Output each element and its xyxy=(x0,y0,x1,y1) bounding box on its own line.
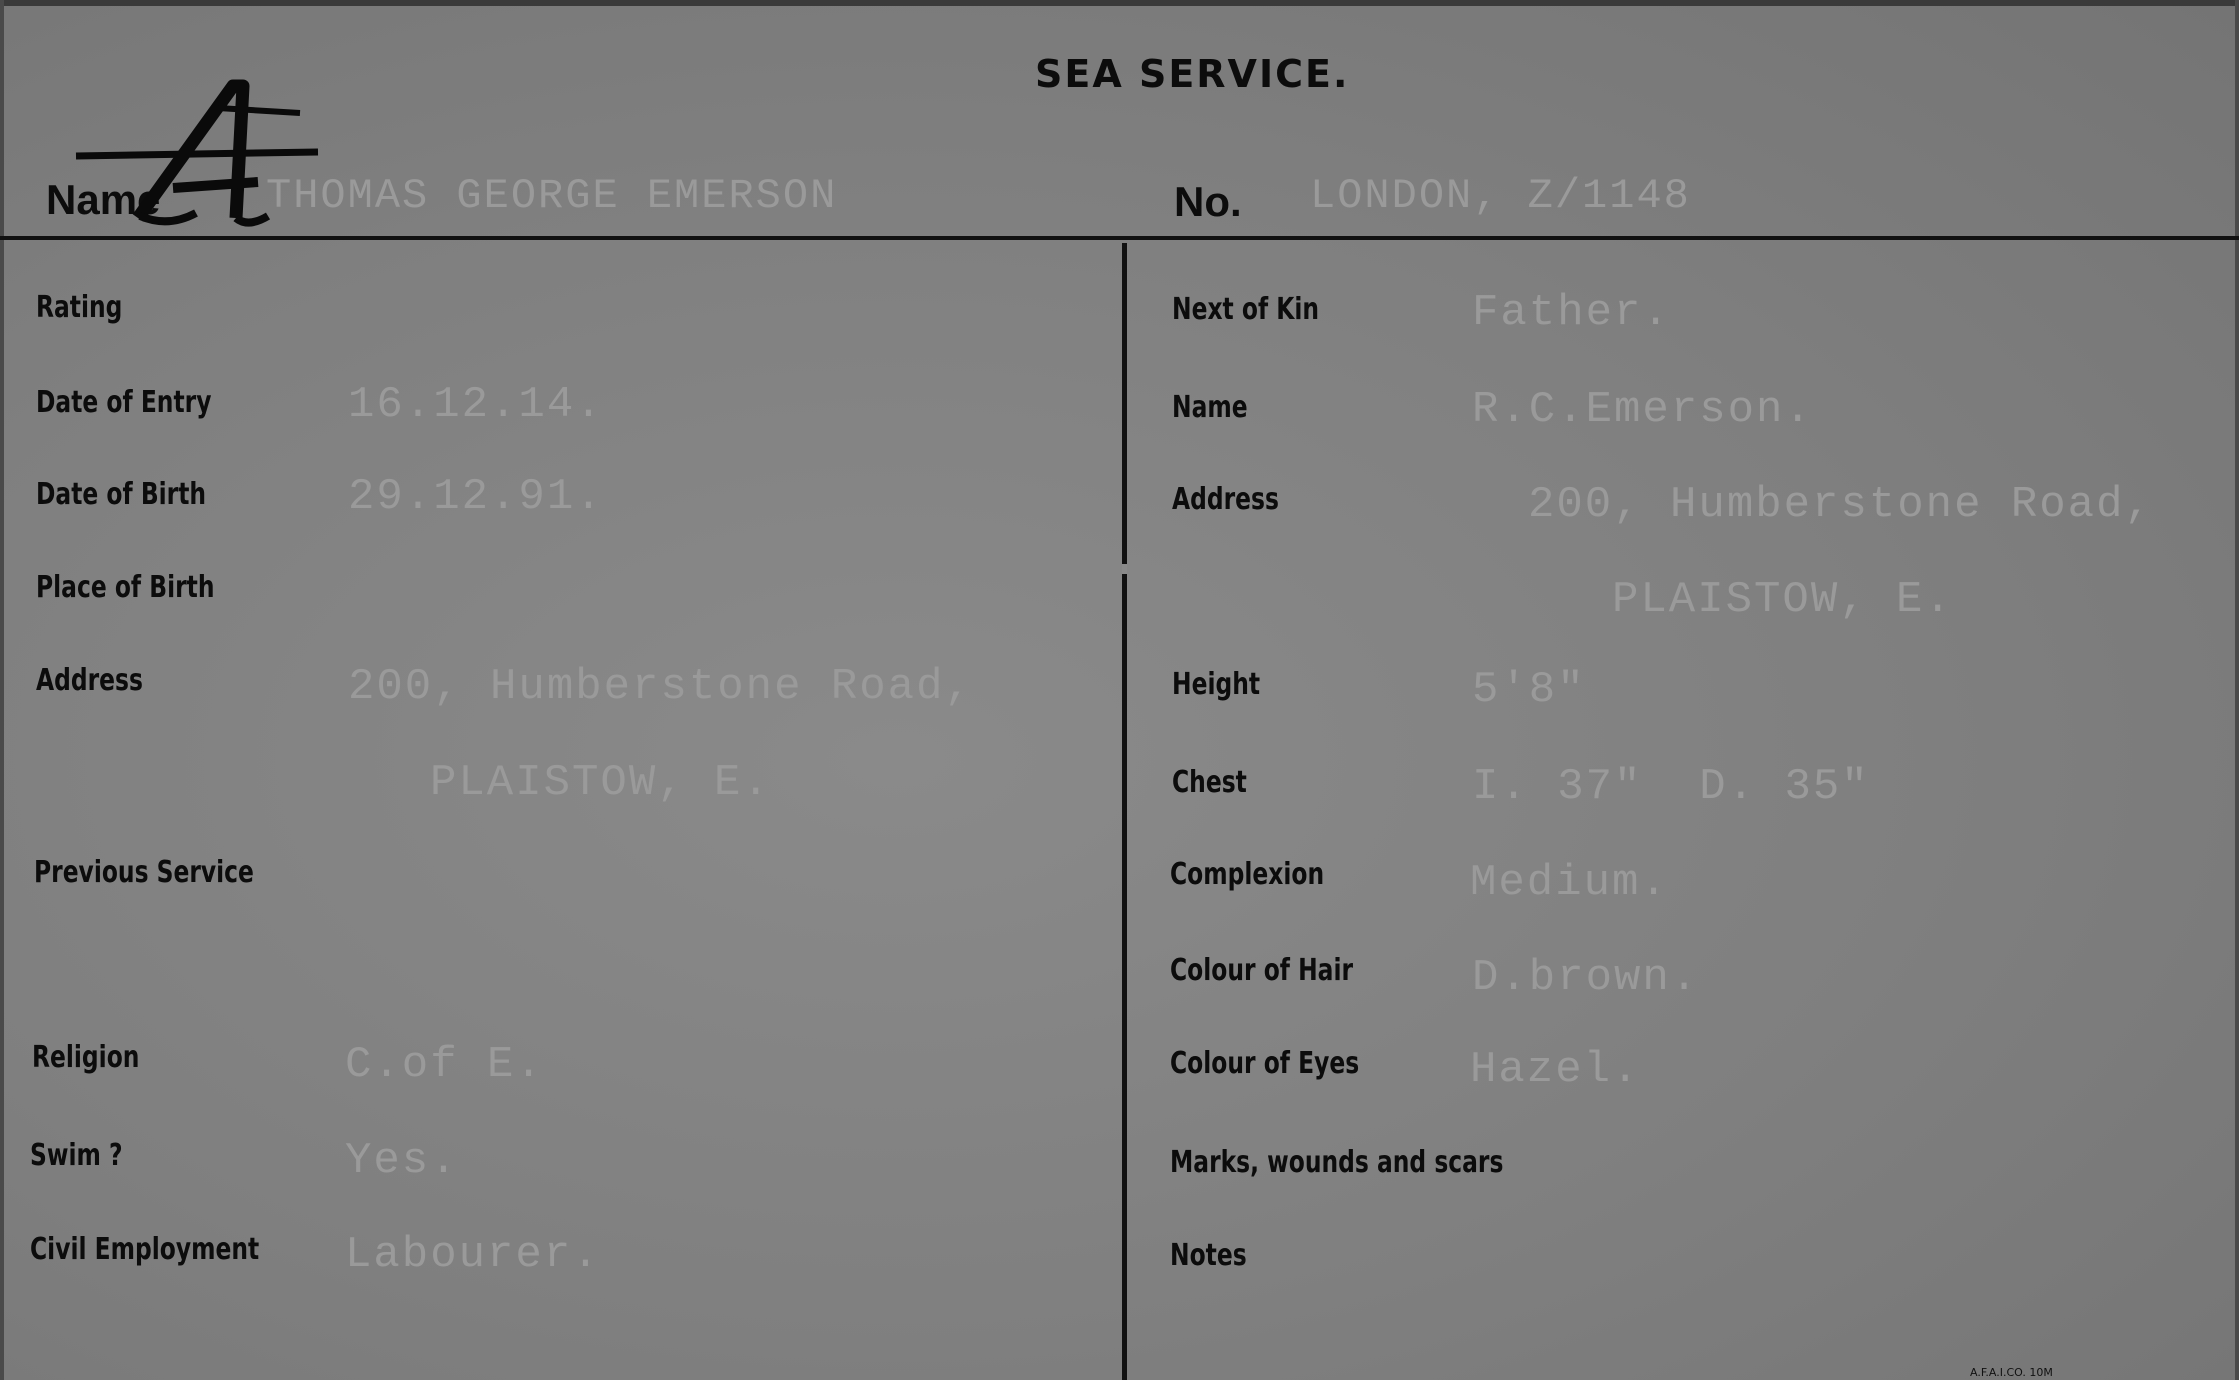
chest-value: I. 37" D. 35" xyxy=(1472,762,1870,812)
date-of-birth-value: 29.12.91. xyxy=(348,472,604,522)
address-line-1: 200, Humberstone Road, xyxy=(348,662,973,712)
date-of-entry-value: 16.12.14. xyxy=(348,380,604,430)
kin-address-label: Address xyxy=(1172,482,1279,517)
swim-label: Swim ? xyxy=(30,1138,123,1173)
previous-service-label: Previous Service xyxy=(34,855,254,890)
rating-label: Rating xyxy=(36,290,123,325)
complexion-label: Complexion xyxy=(1170,857,1325,892)
date-of-entry-label: Date of Entry xyxy=(36,385,212,420)
colour-of-hair-label: Colour of Hair xyxy=(1170,953,1354,988)
notes-label: Notes xyxy=(1170,1238,1247,1273)
swim-value: Yes. xyxy=(345,1136,459,1186)
kin-name-label: Name xyxy=(1172,390,1248,425)
colour-of-eyes-label: Colour of Eyes xyxy=(1170,1046,1360,1081)
next-of-kin-value: Father. xyxy=(1472,288,1671,338)
complexion-value: Medium. xyxy=(1470,858,1669,908)
address-line-2: PLAISTOW, E. xyxy=(430,758,771,808)
address-label: Address xyxy=(36,663,143,698)
header-rule xyxy=(0,236,2239,240)
printer-code: A.F.A.I.CO. 10M xyxy=(1970,1366,2053,1379)
place-of-birth-label: Place of Birth xyxy=(36,570,215,605)
height-value: 5'8" xyxy=(1472,665,1586,715)
column-divider-gap xyxy=(1122,564,1127,574)
date-of-birth-label: Date of Birth xyxy=(36,477,207,512)
colour-of-hair-value: D.brown. xyxy=(1472,953,1700,1003)
number-header-label: No. xyxy=(1174,178,1242,225)
chest-label: Chest xyxy=(1172,765,1247,800)
card-left-edge xyxy=(0,0,4,1380)
marks-wounds-scars-label: Marks, wounds and scars xyxy=(1170,1145,1504,1180)
height-label: Height xyxy=(1172,667,1261,702)
name-header-label: Name xyxy=(46,176,161,223)
kin-address-line-2: PLAISTOW, E. xyxy=(1612,575,1953,625)
kin-name-value: R.C.Emerson. xyxy=(1472,385,1813,435)
religion-label: Religion xyxy=(32,1040,140,1075)
card-top-edge xyxy=(0,0,2239,6)
religion-value: C.of E. xyxy=(345,1040,544,1090)
card-title: SEA SERVICE. xyxy=(1035,52,1350,96)
column-divider xyxy=(1122,243,1127,1380)
number-value: LONDON, Z/1148 xyxy=(1310,172,1691,220)
name-value: THOMAS GEORGE EMERSON xyxy=(266,172,838,220)
civil-employment-value: Labourer. xyxy=(345,1230,601,1280)
civil-employment-label: Civil Employment xyxy=(30,1232,260,1267)
colour-of-eyes-value: Hazel. xyxy=(1470,1045,1641,1095)
card-right-edge xyxy=(2235,0,2239,1380)
kin-address-line-1: 200, Humberstone Road, xyxy=(1528,480,2153,530)
next-of-kin-label: Next of Kin xyxy=(1172,292,1320,327)
